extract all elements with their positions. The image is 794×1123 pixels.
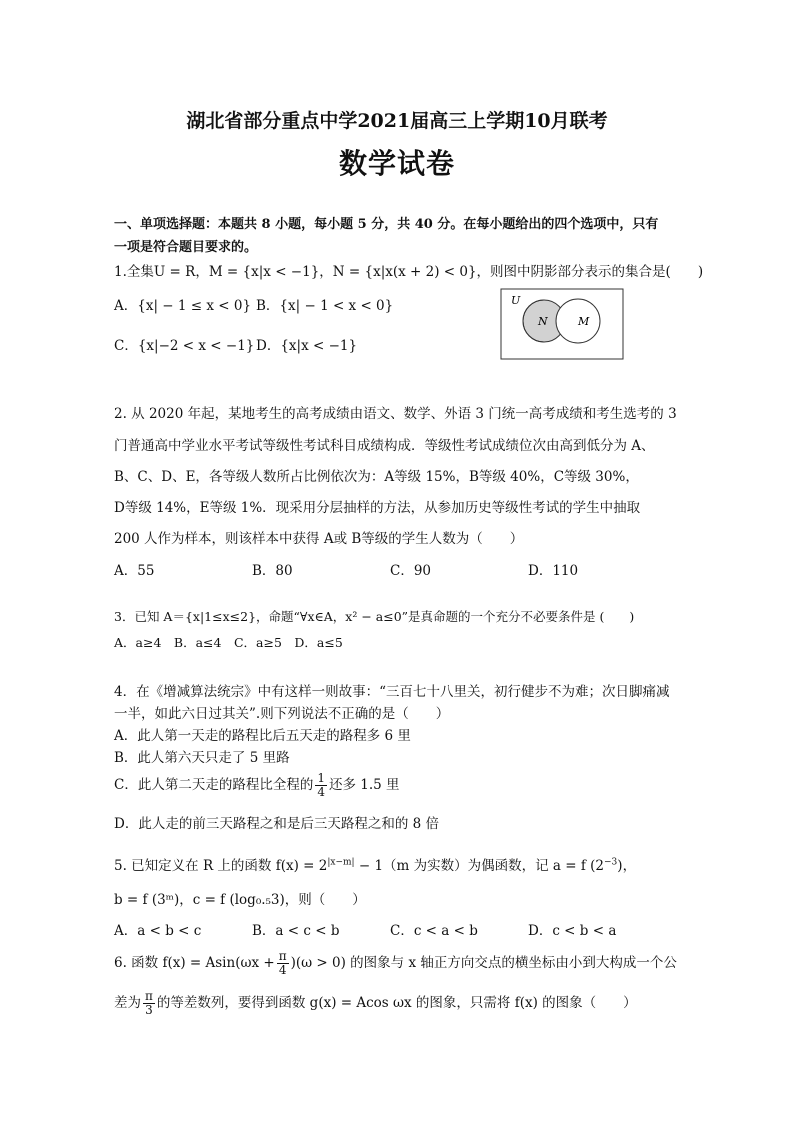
q5-line1-pre: 5. 已知定义在 R 上的函数 f(x) = 2: [114, 858, 328, 874]
q6-line2-post: 的等差数列，要得到函数 g(x) = Acos ωx 的图象，只需将 f(x) 的图象（ ）: [156, 995, 637, 1011]
venn-label-m: M: [578, 315, 590, 328]
q4-option-a: A．此人第一天走的路程比后五天走的路程多 6 里: [114, 728, 411, 744]
exam-subtitle: 数学试卷: [338, 147, 455, 180]
q5-line-2: b = f (3ᵐ)，c = f (log₀.₅3)，则（ ）: [114, 892, 366, 908]
exam-title: 湖北省部分重点中学2021届高三上学期10月联考: [186, 110, 608, 132]
q5-option-b: B．a < c < b: [252, 923, 340, 939]
q6-fraction-1-numerator: π: [278, 949, 287, 963]
section-heading-line1: 一、单项选择题：本题共 8 小题，每小题 5 分，共 40 分。在每小题给出的四个选项中，只有: [114, 217, 659, 232]
q4-option-c-post: 还多 1.5 里: [328, 777, 400, 793]
q1-option-c: C．{x|−2 < x < −1}: [114, 338, 255, 354]
q2-option-b: B．80: [252, 563, 293, 579]
q2-line-3: B、C、D、E，各等级人数所占比例依次为：A等级 15%，B等级 40%，C等级 30%，: [114, 469, 639, 485]
q6-fraction-2: [143, 990, 155, 1017]
q4-option-d: D．此人走的前三天路程之和是后三天路程之和的 8 倍: [114, 816, 439, 832]
venn-label-n: N: [538, 315, 548, 328]
q6-line1-post: )(ω > 0) 的图象与 x 轴正方向交点的横坐标由小到大构成一个公: [290, 955, 677, 971]
q4-line-2: 一半，如此六日过其关”.则下列说法不正确的是（ ）: [114, 706, 450, 722]
q5-option-d: D．c < b < a: [528, 923, 617, 939]
q1-option-b: B．{x| − 1 < x < 0}: [256, 298, 394, 314]
q5-line1-post: − 1（m 为实数）为偶函数，记 a = f (2: [354, 858, 605, 874]
q2-line-4: D等级 14%，E等级 1%．现采用分层抽样的方法，从参加历史等级性考试的学生中抽取: [114, 500, 641, 516]
q5-exponent-2: −3: [604, 857, 618, 868]
q5-line-1: [114, 854, 636, 874]
q6-fraction-1: [277, 950, 289, 977]
q6-fraction-1-denominator: 4: [278, 963, 287, 977]
q2-line-1: 2. 从 2020 年起，某地考生的高考成绩由语文、数学、外语 3 门统一高考成绩和考生选考的 3: [114, 406, 677, 422]
q1-option-d: D．{x|x < −1}: [256, 338, 358, 354]
q6-line-1: [114, 950, 677, 977]
q6-line1-pre: 6. 函数 f(x) = Asin(ωx +: [114, 955, 275, 971]
q4-line-1: 4．在《增减算法统宗》中有这样一则故事：“三百七十八里关，初行健步不为难；次日脚痛减: [114, 684, 670, 700]
q6-fraction-2-denominator: 3: [145, 1003, 153, 1017]
q5-option-c: C．c < a < b: [390, 923, 478, 939]
q1-stem: 1.全集U = R，M = {x|x < −1}，N = {x|x(x + 2) < 0}，则图中阴影部分表示的集合是( ): [114, 264, 704, 280]
q3-options: A．a≥4 B．a≤4 C．a≥5 D．a≤5: [114, 635, 343, 650]
q4-option-c: [114, 772, 400, 799]
section-heading-line2: 一项是符合题目要求的。: [114, 240, 258, 255]
q3-stem: 3．已知 A＝{x|1≤x≤2}，命题“∀x∈A，x² − a≤0”是真命题的一个充分不必要条件是 ( ): [114, 609, 635, 624]
q4-option-c-pre: C．此人第二天走的路程比全程的: [114, 777, 314, 793]
q2-option-a: A．55: [114, 563, 155, 579]
q4-option-b: B．此人第六天只走了 5 里路: [114, 750, 290, 766]
q4-fraction: [315, 772, 327, 799]
q2-option-d: D．110: [528, 563, 579, 579]
venn-diagram: [500, 288, 624, 360]
q4-fraction-numerator: 1: [317, 771, 325, 785]
q2-line-2: 门普通高中学业水平考试等级性考试科目成绩构成．等级性考试成绩位次由高到低分为 A、: [114, 438, 655, 454]
venn-label-u: U: [511, 294, 521, 307]
q5-line1-end: )，: [617, 858, 637, 874]
q4-fraction-denominator: 4: [317, 785, 325, 799]
q5-option-a: A．a < b < c: [114, 923, 202, 939]
q6-line-2: [114, 990, 637, 1017]
q6-line2-pre: 差为: [114, 995, 141, 1011]
q5-exponent: |x−m|: [327, 857, 355, 868]
q2-line-5: 200 人作为样本，则该样本中获得 A或 B等级的学生人数为（ ）: [114, 531, 524, 547]
q1-option-a: A．{x| − 1 ≤ x < 0}: [114, 298, 252, 314]
q2-option-c: C．90: [390, 563, 432, 579]
q6-fraction-2-numerator: π: [145, 989, 153, 1003]
